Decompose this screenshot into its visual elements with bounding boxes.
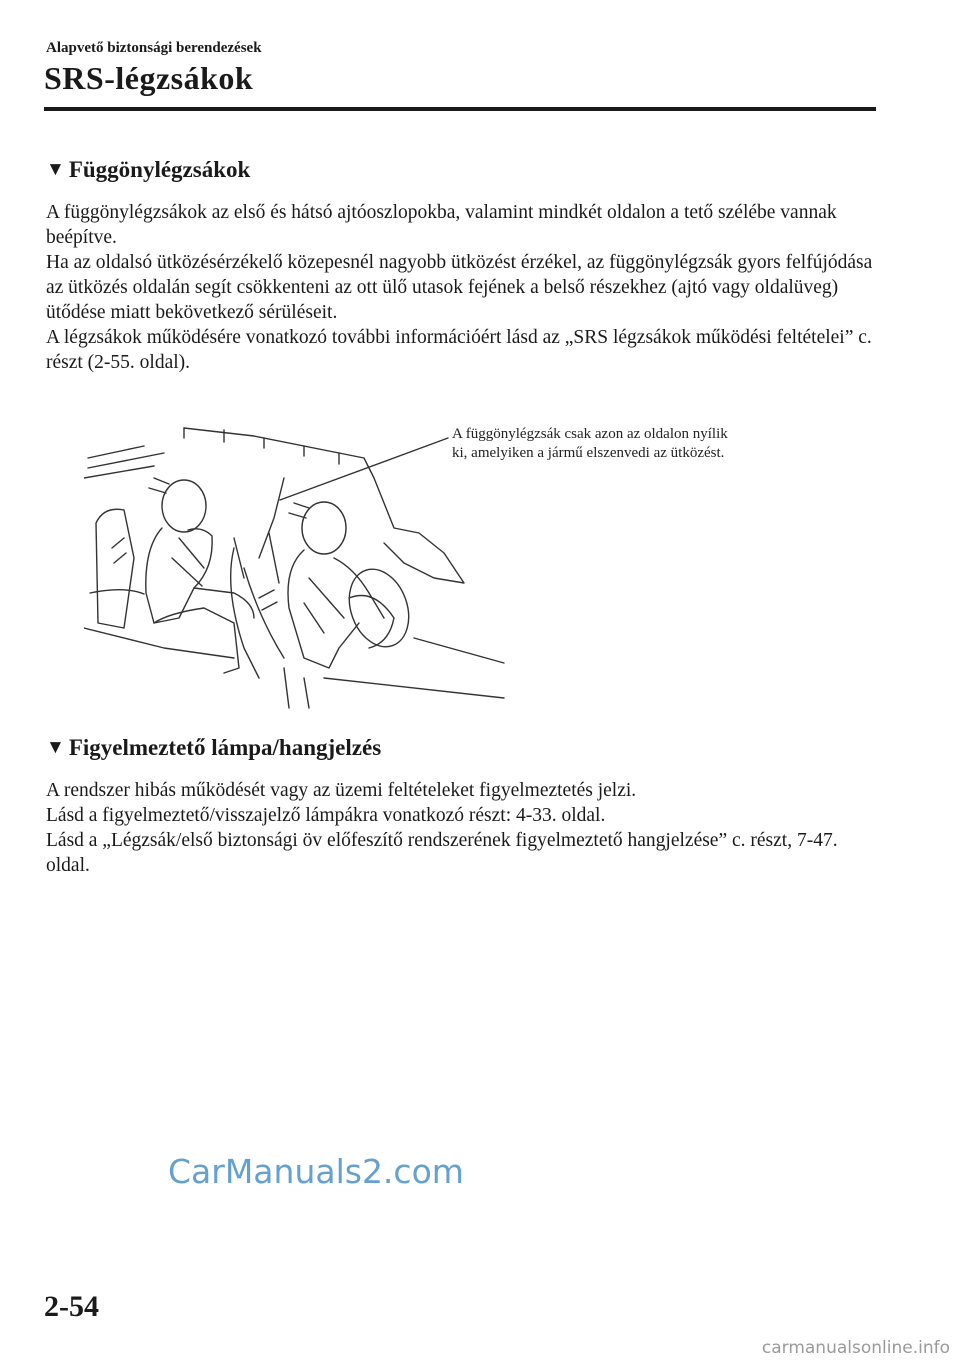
section-heading-warning-lamp bbox=[46, 735, 381, 761]
triangle-down-icon: ▼ bbox=[46, 159, 65, 180]
watermark-logo: CarManuals2.com bbox=[168, 1152, 464, 1191]
section-title: Függönylégzsákok bbox=[68, 157, 251, 182]
paragraph: Lásd a „Légzsák/első biztonsági öv előfeszítő rendszerének figyelmeztető hangjelzése” c. részt, 7-47. oldal. bbox=[46, 830, 838, 876]
section-body-curtain-airbags bbox=[46, 200, 876, 375]
section-title: Figyelmeztető lámpa/hangjelzés bbox=[68, 735, 382, 760]
figure-callout bbox=[452, 425, 728, 463]
triangle-down-icon: ▼ bbox=[46, 737, 65, 758]
page-number: 2-54 bbox=[44, 1290, 99, 1323]
header-rule bbox=[44, 107, 876, 111]
section-body-warning-lamp bbox=[46, 778, 876, 878]
callout-line: ki, amelyiken a jármű elszenvedi az ütközést. bbox=[452, 445, 725, 461]
paragraph: A légzsákok működésére vonatkozó további információért lásd az „SRS légzsákok működési feltételei” c. részt (2-55. oldal). bbox=[46, 327, 872, 373]
chapter-title: SRS-légzsákok bbox=[44, 60, 254, 96]
paragraph: Lásd a figyelmeztető/visszajelző lámpákra vonatkozó részt: 4-33. oldal. bbox=[46, 805, 606, 826]
site-watermark: carmanualsonline.info bbox=[761, 1338, 950, 1358]
callout-line: A függönylégzsák csak azon az oldalon nyílik bbox=[452, 426, 728, 442]
breadcrumb: Alapvető biztonsági berendezések bbox=[46, 40, 262, 56]
section-heading-curtain-airbags bbox=[46, 157, 250, 183]
curtain-airbag-illustration bbox=[84, 418, 814, 718]
paragraph: A rendszer hibás működését vagy az üzemi feltételeket figyelmeztetés jelzi. bbox=[46, 780, 637, 801]
paragraph: Ha az oldalsó ütközésérzékelő közepesnél nagyobb ütközést érzékel, az függönylégzsák gyors felfújódása az ütközés oldalán segít csökkenteni az ott ülő utasok fejének a belső részekhez (ajtó vagy oldalüveg) ütődése miatt bekövetkező sérüléseit. bbox=[46, 252, 873, 323]
paragraph: A függönylégzsákok az első és hátsó ajtóoszlopokba, valamint mindkét oldalon a tető szélébe vannak beépítve. bbox=[46, 202, 837, 248]
